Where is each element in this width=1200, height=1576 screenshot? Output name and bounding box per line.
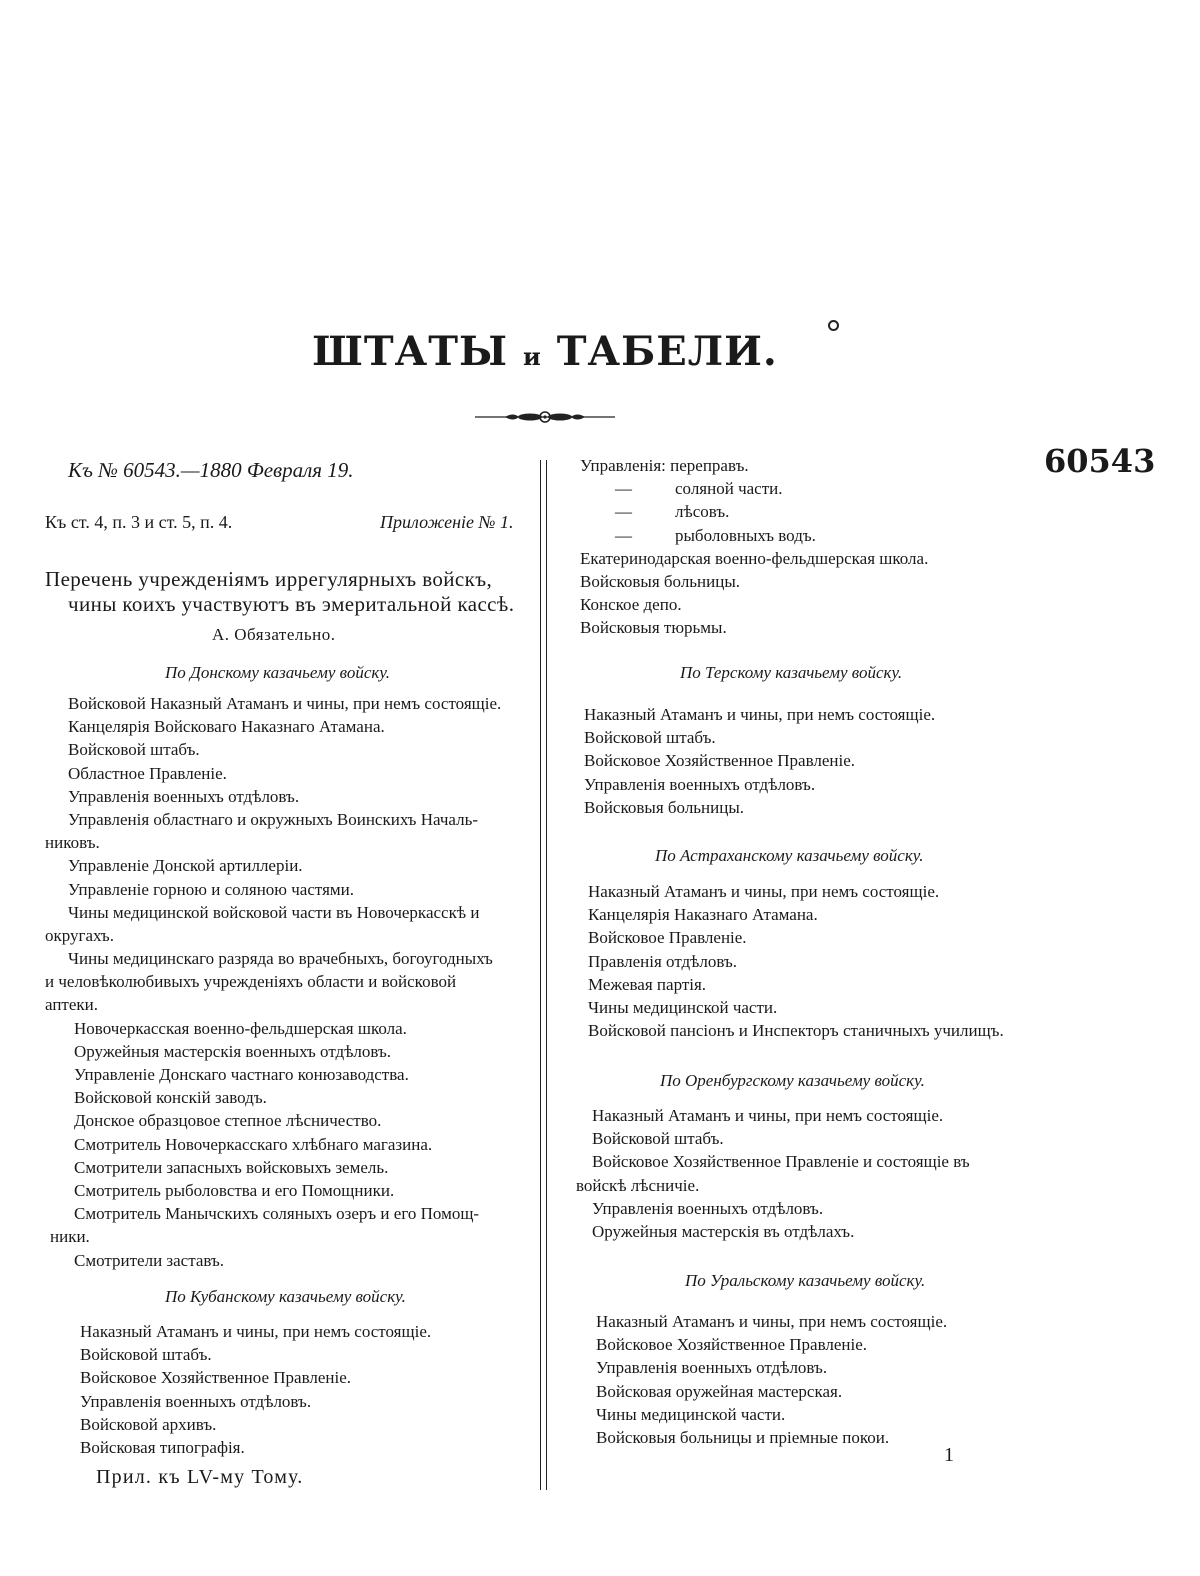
terek-list [584, 703, 935, 819]
list-item: Войсковой штабъ. [584, 728, 716, 748]
list-item: Управленіе горною и соляною частями. [68, 879, 355, 899]
list-item: Войсковой архивъ. [80, 1414, 217, 1434]
list-item: Чины медицинскаго разряда во врачебныхъ, богоугодныхъ [68, 949, 493, 969]
list-item-text: рыболовныхъ водъ. [675, 525, 816, 545]
list-item: Управленія военныхъ отдѣловъ. [592, 1198, 824, 1218]
page-title [0, 328, 1090, 375]
list-item: Смотритель рыболовства и его Помощники. [74, 1180, 395, 1200]
list-item: Смотрители заставъ. [74, 1250, 225, 1270]
list-item: Екатеринодарская военно-фельдшерская школа. [580, 548, 929, 568]
list-item: Войсковое Хозяйственное Правленіе. [584, 751, 856, 771]
list-item: Войсковое Хозяйственное Правленіе. [80, 1368, 352, 1388]
small-circle-mark [828, 320, 839, 331]
list-title-line-1: Перечень учрежденіямъ иррегулярныхъ войскъ, [45, 567, 493, 591]
dash-mark: — [615, 525, 632, 545]
list-item: Смотритель Манычскихъ соляныхъ озеръ и его Помощ- [74, 1204, 480, 1224]
list-item: Войсковой штабъ. [592, 1129, 724, 1149]
reference-articles: Къ ст. 4, п. 3 и ст. 5, п. 4. [45, 512, 233, 532]
list-item: Войсковое Хозяйственное Правленіе и состоящіе въ [592, 1152, 970, 1172]
list-item: Оружейныя мастерскія военныхъ отдѣловъ. [74, 1041, 392, 1061]
list-item: Войсковой пансіонъ и Инспекторъ станичныхъ училищъ. [588, 1021, 1004, 1041]
list-item: Новочеркасская военно-фельдшерская школа. [74, 1018, 407, 1038]
kuban-list [80, 1320, 431, 1459]
list-item: Войсковое Правленіе. [588, 928, 747, 948]
list-item: Войсковыя больницы. [584, 797, 745, 817]
kuban-continued-list [580, 454, 928, 640]
list-item: Войсковой штабъ. [80, 1345, 212, 1365]
dash-mark: — [615, 502, 632, 522]
list-item: Войсковыя больницы и пріемные покои. [596, 1427, 890, 1447]
list-item-continuation: войскѣ лѣсничіе. [576, 1175, 700, 1195]
list-item: Конское депо. [580, 595, 682, 615]
don-list [45, 692, 502, 1272]
title-part-1: ШТАТЫ [312, 328, 509, 375]
list-item: Чины медицинской части. [588, 997, 778, 1017]
list-item: Областное Правленіе. [68, 763, 227, 783]
reference-line: Къ № 60543.—1880 Февраля 19. [68, 458, 354, 482]
orenburg-list [576, 1104, 970, 1243]
list-item-text: соляной части. [675, 479, 783, 499]
list-item-continuation: никовъ. [45, 833, 100, 853]
list-item: Наказный Атаманъ и чины, при немъ состоящіе. [596, 1312, 948, 1331]
list-item: Наказный Атаманъ и чины, при немъ состоящіе. [80, 1322, 432, 1341]
volume-footer: Прил. къ LV-му Тому. [96, 1466, 304, 1488]
section-heading-astrakhan: По Астраханскому казачьему войску. [655, 846, 924, 865]
column-divider [540, 460, 547, 1490]
list-item: Канцелярія Войсковаго Наказнаго Атамана. [68, 717, 385, 737]
list-item-continuation: ники. [50, 1227, 90, 1247]
section-heading-a: А. Обязательно. [212, 625, 336, 644]
list-item: Наказный Атаманъ и чины, при немъ состоящіе. [588, 882, 940, 901]
list-item: Войсковой Наказный Атаманъ и чины, при немъ состоящіе. [68, 694, 502, 713]
list-item-continuation: округахъ. [45, 925, 114, 945]
list-item-text: лѣсовъ. [675, 502, 730, 522]
list-item: Оружейныя мастерскія въ отдѣлахъ. [592, 1221, 855, 1241]
list-item-continuation: и человѣколюбивыхъ учрежденіяхъ области и войсковой [45, 972, 457, 992]
ural-list [596, 1310, 947, 1449]
list-item: Войсковой конскій заводъ. [74, 1088, 267, 1108]
document-number: 60543 [1044, 442, 1156, 480]
list-item: Войсковая типографія. [80, 1437, 245, 1457]
section-heading-kuban: По Кубанскому казачьему войску. [165, 1287, 406, 1306]
appendix-label: Приложеніе № 1. [380, 512, 514, 532]
section-heading-orenburg: По Оренбургскому казачьему войску. [660, 1071, 925, 1090]
section-heading-don: По Донскому казачьему войску. [165, 663, 391, 682]
list-item: Чины медицинской части. [596, 1404, 786, 1424]
list-item: Чины медицинской войсковой части въ Новочеркасскѣ и [68, 902, 480, 922]
list-item: Войсковыя тюрьмы. [580, 618, 727, 638]
list-item: Управленіе Донскаго частнаго конюзаводства. [74, 1065, 409, 1084]
list-item-continuation: аптеки. [45, 995, 99, 1015]
list-title-line-2: чины коихъ участвуютъ въ эмеритальной кассѣ. [68, 592, 515, 616]
list-item [580, 454, 928, 477]
list-item [615, 500, 928, 523]
list-item: Управленіе Донской артиллеріи. [68, 856, 303, 876]
list-item: Межевая партія. [588, 974, 707, 994]
list-item-text: переправъ. [670, 456, 749, 475]
list-item: Управленія военныхъ отдѣловъ. [596, 1358, 828, 1378]
list-item: Войсковыя больницы. [580, 571, 741, 591]
list-item: Канцелярія Наказнаго Атамана. [588, 905, 818, 925]
list-item: Правленія отдѣловъ. [588, 951, 738, 971]
list-item: Управленія военныхъ отдѣловъ. [68, 786, 300, 806]
list-item: Наказный Атаманъ и чины, при немъ состоящіе. [584, 705, 936, 724]
list-item [615, 524, 928, 547]
list-item: Войсковое Хозяйственное Правленіе. [596, 1335, 868, 1355]
list-item: Управленія военныхъ отдѣловъ. [584, 774, 816, 794]
list-item [615, 477, 928, 500]
ornament-divider-icon [475, 407, 615, 431]
list-item: Войсковая оружейная мастерская. [596, 1381, 843, 1401]
page-number: 1 [944, 1444, 954, 1466]
list-item: Войсковой штабъ. [68, 740, 200, 760]
dash-mark: — [615, 479, 632, 499]
list-item: Наказный Атаманъ и чины, при немъ состоящіе. [592, 1106, 944, 1125]
section-heading-terek: По Терскому казачьему войску. [680, 663, 903, 682]
list-item: Управленія областнаго и окружныхъ Воинскихъ Началь- [68, 809, 479, 829]
title-part-2: ТАБЕЛИ. [556, 328, 778, 375]
list-item: Смотритель Новочеркасскаго хлѣбнаго магазина. [74, 1134, 433, 1154]
section-heading-ural: По Уральскому казачьему войску. [685, 1271, 926, 1290]
list-item: Донское образцовое степное лѣсничество. [74, 1111, 382, 1131]
title-conjunction: и [522, 342, 542, 371]
astrakhan-list [588, 880, 1004, 1042]
list-item: Управленія военныхъ отдѣловъ. [80, 1391, 312, 1411]
list-item: Смотрители запасныхъ войсковыхъ земель. [74, 1157, 389, 1177]
list-item-prefix: Управленія: [580, 456, 666, 475]
